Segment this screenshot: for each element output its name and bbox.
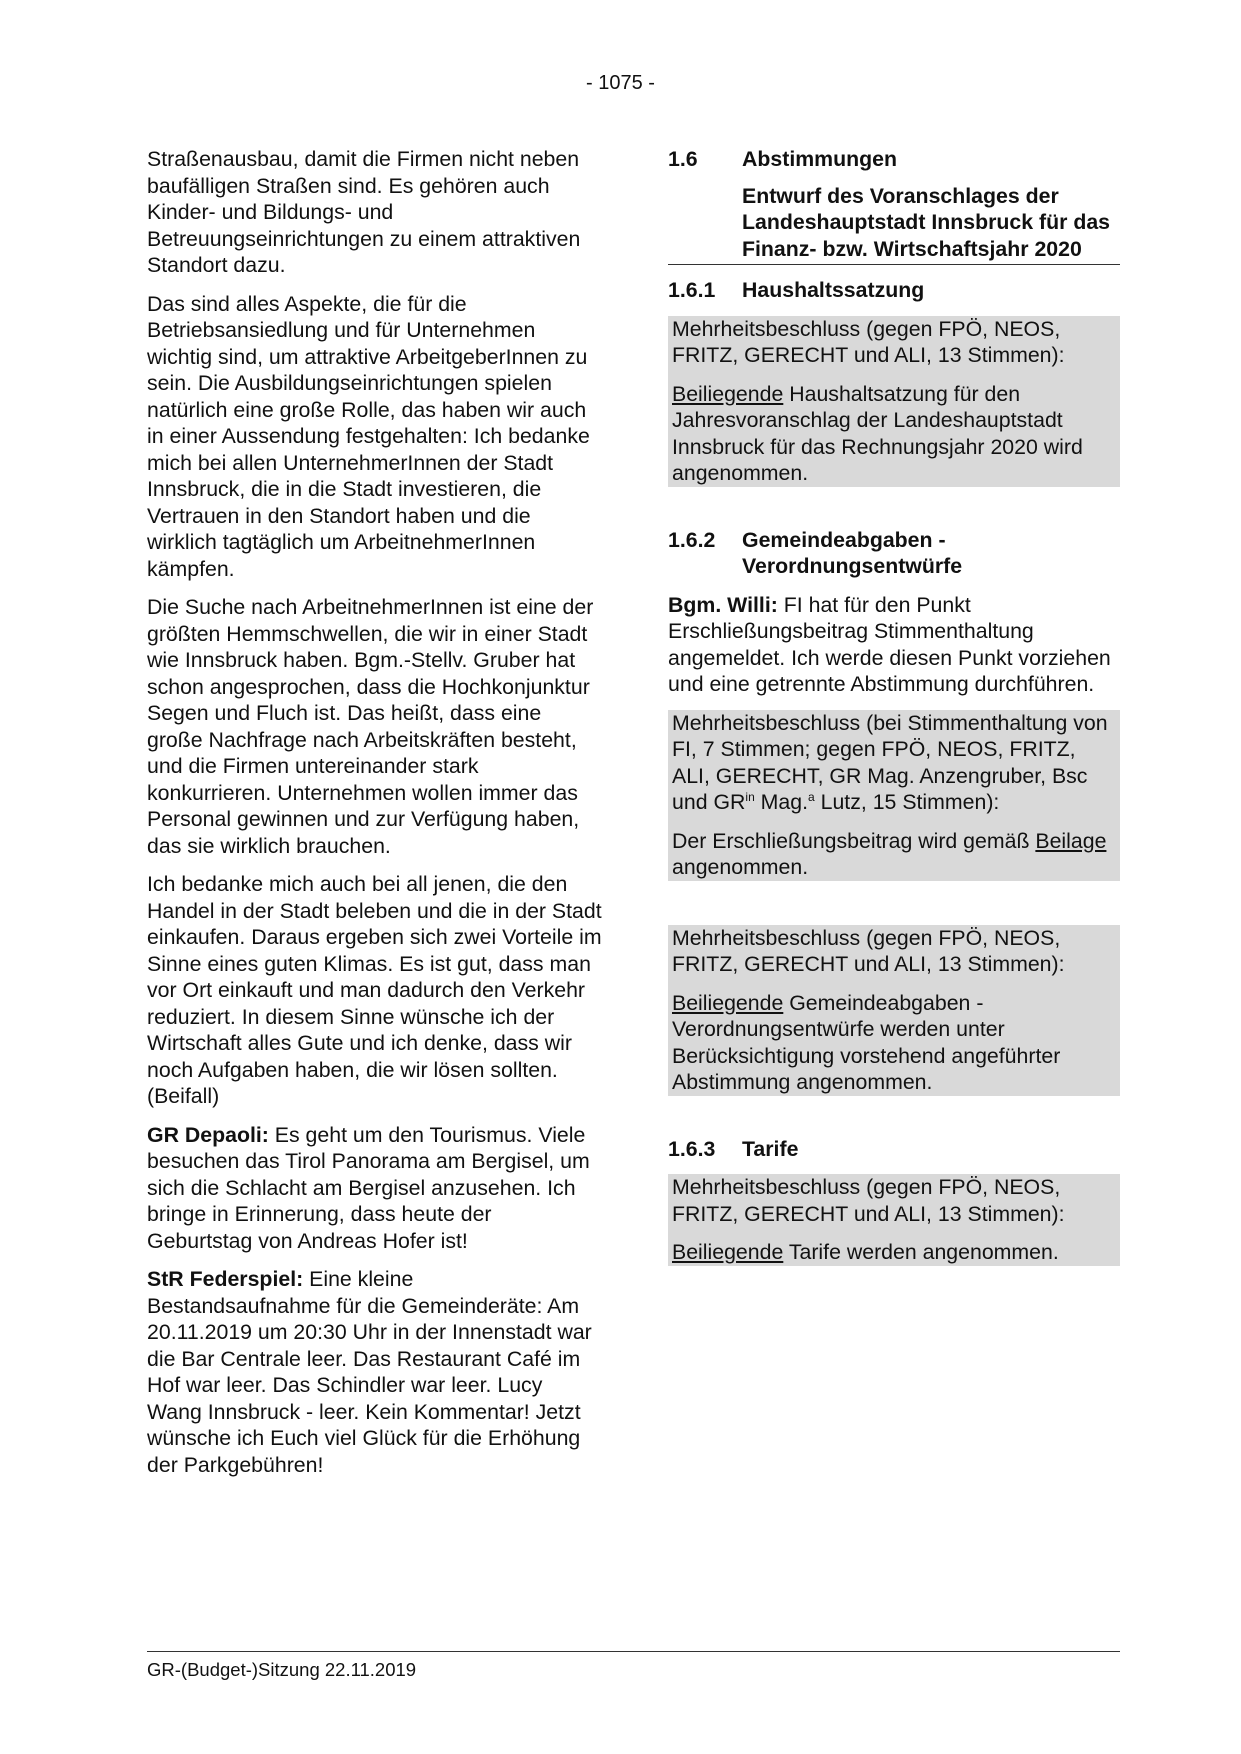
section-subtitle: Entwurf des Voranschlages der Landeshauptstadt Innsbruck für das Finanz- bzw. Wirtschaftsjahr 2020 (742, 183, 1111, 261)
paragraph: Das sind alles Aspekte, die für die Betriebsansiedlung und für Unternehmen wichtig sind, um attraktive ArbeitgeberInnen zu sein. Die Ausbildungseinrichtungen spielen natürlich eine große Rolle, das haben wir auch in einer Aussendung festgehalten: Ich bedanke mich bei allen UnternehmerInnen der Stadt Innsbruck, die in die Stadt investieren, die Vertrauen in den Standort haben und die wirklich tagtäglich um ArbeitnehmerInnen kämpfen. (147, 291, 590, 581)
speaker-paragraph (668, 592, 1120, 698)
page-number: - 1075 - (586, 72, 655, 94)
resolution-box (668, 710, 1120, 881)
resolution-decision: Beiliegende Haushaltsatzung für den Jahresvoranschlag der Landeshauptstadt Innsbruck für das Rechnungsjahr 2020 wird angenommen. (672, 381, 1083, 485)
footer: GR-(Budget-)Sitzung 22.11.2019 (147, 1659, 417, 1680)
resolution-text: Mehrheitsbeschluss (gegen FPÖ, NEOS, FRITZ, GERECHT und ALI, 13 Stimmen): (672, 925, 1065, 976)
resolution-decision: Beiliegende Tarife werden angenommen. (672, 1240, 1059, 1264)
resolution-decision: Der Erschließungsbeitrag wird gemäß Beilage angenommen. (672, 828, 1107, 879)
section-number: 1.6.2 (668, 527, 716, 552)
resolution-box (668, 925, 1120, 1096)
speaker-paragraph (147, 1266, 602, 1478)
section-heading-1-6-3 (668, 1136, 1120, 1163)
paragraph: Straßenausbau, damit die Firmen nicht neben baufälligen Straßen sind. Es gehören auch Kinder- und Bildungs- und Betreuungseinrichtungen zu einem attraktiven Standort dazu. (147, 147, 581, 277)
right-column (668, 146, 1120, 1266)
resolution-box (668, 316, 1120, 487)
attachment-link: Beiliegende (672, 990, 784, 1015)
speech-text: FI hat für den Punkt Erschließungsbeitrag Stimmenthaltung angemeldet. Ich werde diesen Punkt vorziehen und eine getrennte Abstimmung durchführen. (668, 592, 1111, 696)
section-title: Tarife (742, 1136, 799, 1161)
resolution-box (668, 1174, 1120, 1266)
attachment-link: Beilage (1035, 828, 1107, 853)
resolution-text: Mehrheitsbeschluss (gegen FPÖ, NEOS, FRITZ, GERECHT und ALI, 13 Stimmen): (672, 1175, 1065, 1226)
speaker-name: StR Federspiel: (147, 1267, 304, 1291)
paragraph: Ich bedanke mich auch bei all jenen, die den Handel in der Stadt beleben und die in der Stadt einkaufen. Daraus ergeben sich zwei Vorteile im Sinne eines guten Klimas. Es ist gut, dass man vor Ort einkauft und man dadurch den Verkehr reduziert. In diesem Sinne wünsche ich der Wirtschaft alles Gute und ich denke, dass wir noch Aufgaben haben, die wir lösen sollten. (Beifall) (147, 872, 602, 1108)
section-number: 1.6.1 (668, 278, 716, 302)
speaker-paragraph (147, 1122, 602, 1255)
section-title: Gemeindeabgaben - Verordnungsentwürfe (742, 527, 963, 578)
section-number: 1.6 (668, 147, 698, 171)
section-heading-1-6-1 (668, 277, 1120, 304)
speech-text: Es geht um den Tourismus. Viele besuchen das Tirol Panorama am Bergisel, um sich die Schlacht am Bergisel anzusehen. Ich bringe in Erinnerung, dass heute der Geburtstag von Andreas Hofer ist! (147, 1122, 590, 1253)
resolution-text: Mehrheitsbeschluss (gegen FPÖ, NEOS, FRITZ, GERECHT und ALI, 13 Stimmen): (672, 316, 1065, 367)
section-title: Abstimmungen (742, 147, 897, 171)
paragraph: Die Suche nach ArbeitnehmerInnen ist eine der größten Hemmschwellen, die wir in einer Stadt wie Innsbruck haben. Bgm.-Stellv. Gruber hat schon angesprochen, dass die Hochkonjunktur Segen und Fluch ist. Das heißt, dass eine große Nachfrage nach Arbeitskräften besteht, und die Firmen untereinander stark konkurrieren. Unternehmen wollen immer das Personal gewinnen und zur Verfügung haben, das sie wirklich brauchen. (147, 595, 594, 858)
speaker-name: Bgm. Willi: (668, 592, 778, 617)
resolution-text: Mehrheitsbeschluss (bei Stimmenthaltung von FI, 7 Stimmen; gegen FPÖ, NEOS, FRITZ, ALI, GERECHT, GR Mag. Anzengruber, Bsc und $GR^{in}$ Mag.$^a$ Lutz, 15 Stimmen): (672, 710, 1108, 814)
section-title: Haushaltssatzung (742, 278, 925, 302)
attachment-link: Beiliegende (672, 381, 784, 406)
footer-divider (147, 1651, 1120, 1652)
left-column (147, 146, 602, 1490)
speech-text: Eine kleine Bestandsaufnahme für die Gemeinderäte: Am 20.11.2019 um 20:30 Uhr in der Innenstadt war die Bar Centrale leer. Das Restaurant Café im Hof war leer. Das Schindler war leer. Lucy Wang Innsbruck - leer. Kein Kommentar! Jetzt wünsche ich Euch viel Glück für die Erhöhung der Parkgebühren! (147, 1267, 592, 1477)
section-heading-1-6-2 (668, 527, 1120, 580)
section-number: 1.6.3 (668, 1136, 716, 1161)
resolution-decision: Beiliegende Gemeindeabgaben - Verordnungsentwürfe werden unter Berücksichtigung vorstehend angeführter Abstimmung angenommen. (672, 990, 1061, 1094)
attachment-link: Beiliegende (672, 1240, 784, 1264)
speaker-name: GR Depaoli: (147, 1122, 269, 1147)
section-heading-1-6 (668, 146, 1120, 173)
